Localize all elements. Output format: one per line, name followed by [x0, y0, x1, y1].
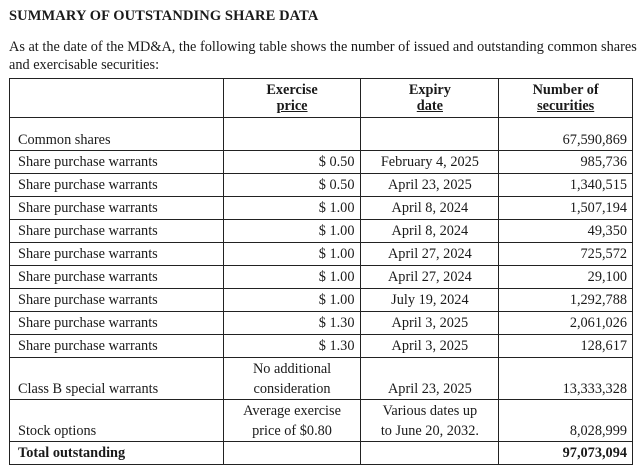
- row-number: 985,736: [499, 151, 633, 174]
- row-price: $ 1.30: [223, 335, 361, 358]
- row-price: [223, 358, 361, 400]
- row-expiry: July 19, 2024: [361, 289, 499, 312]
- row-price: [223, 118, 361, 151]
- header-number-line1: Number of: [532, 82, 599, 98]
- table-row: [10, 197, 633, 220]
- table-row: [10, 151, 633, 174]
- row-expiry-line2: to June 20, 2032.: [380, 423, 479, 439]
- row-expiry-line1: Various dates up: [382, 403, 478, 419]
- row-price: $ 1.00: [223, 243, 361, 266]
- row-expiry: April 23, 2025: [361, 358, 499, 400]
- row-description: Class B special warrants: [10, 358, 224, 400]
- table-row: [10, 174, 633, 197]
- row-price: $ 1.00: [223, 220, 361, 243]
- row-number: 128,617: [499, 335, 633, 358]
- table-header-row: [10, 79, 633, 118]
- header-exercise-line2: price: [276, 98, 308, 114]
- total-expiry-empty: [361, 442, 499, 465]
- row-description: Stock options: [10, 400, 224, 442]
- row-expiry: [361, 400, 499, 442]
- table-row: [10, 118, 633, 151]
- row-description: Share purchase warrants: [10, 197, 224, 220]
- table-row: [10, 335, 633, 358]
- header-exercise-line1: Exercise: [266, 82, 318, 98]
- row-expiry: April 8, 2024: [361, 220, 499, 243]
- header-number-of-securities: [499, 79, 633, 118]
- header-number-line2: securities: [537, 98, 595, 114]
- row-price: $ 1.00: [223, 289, 361, 312]
- row-expiry: April 8, 2024: [361, 197, 499, 220]
- row-number: 29,100: [499, 266, 633, 289]
- table-row: [10, 220, 633, 243]
- row-number: 1,292,788: [499, 289, 633, 312]
- total-number: 97,073,094: [499, 442, 633, 465]
- header-expiry-line2: date: [416, 98, 443, 114]
- row-price-line2: price of $0.80: [252, 423, 332, 439]
- row-price: $ 1.00: [223, 197, 361, 220]
- header-description: [10, 79, 224, 118]
- header-expiry-line1: Expiry: [408, 82, 451, 98]
- row-price: $ 0.50: [223, 174, 361, 197]
- row-number: 67,590,869: [499, 118, 633, 151]
- row-number: 725,572: [499, 243, 633, 266]
- table-row: [10, 312, 633, 335]
- row-description: Share purchase warrants: [10, 243, 224, 266]
- row-number: 8,028,999: [499, 400, 633, 442]
- row-expiry: April 27, 2024: [361, 266, 499, 289]
- table-row: [10, 266, 633, 289]
- row-description: Share purchase warrants: [10, 220, 224, 243]
- total-price-empty: [223, 442, 361, 465]
- table-row: [10, 243, 633, 266]
- row-number: 2,061,026: [499, 312, 633, 335]
- row-price: [223, 400, 361, 442]
- row-expiry: April 3, 2025: [361, 335, 499, 358]
- table-row: [10, 400, 633, 442]
- row-expiry: April 27, 2024: [361, 243, 499, 266]
- row-price-line1: Average exercise: [243, 403, 341, 419]
- total-description: Total outstanding: [10, 442, 224, 465]
- section-heading: SUMMARY OF OUTSTANDING SHARE DATA: [9, 8, 319, 24]
- row-price-line1: No additional: [252, 361, 332, 377]
- total-row: [10, 442, 633, 465]
- header-expiry-date: [361, 79, 499, 118]
- row-number: 1,507,194: [499, 197, 633, 220]
- intro-paragraph: As at the date of the MD&A, the following table shows the number of issued and outstanding common shares and exercisable securities:: [9, 39, 637, 73]
- row-description: Common shares: [10, 118, 224, 151]
- row-description: Share purchase warrants: [10, 289, 224, 312]
- row-price: $ 0.50: [223, 151, 361, 174]
- table-row: [10, 358, 633, 400]
- row-price: $ 1.30: [223, 312, 361, 335]
- row-price: $ 1.00: [223, 266, 361, 289]
- row-expiry: [361, 118, 499, 151]
- row-expiry: April 23, 2025: [361, 174, 499, 197]
- row-description: Share purchase warrants: [10, 174, 224, 197]
- row-number: 49,350: [499, 220, 633, 243]
- row-expiry: April 3, 2025: [361, 312, 499, 335]
- row-number: 13,333,328: [499, 358, 633, 400]
- row-description: Share purchase warrants: [10, 266, 224, 289]
- row-number: 1,340,515: [499, 174, 633, 197]
- row-expiry: February 4, 2025: [361, 151, 499, 174]
- share-data-table: [9, 78, 633, 465]
- row-price-line2: consideration: [253, 381, 331, 397]
- row-description: Share purchase warrants: [10, 335, 224, 358]
- table-row: [10, 289, 633, 312]
- row-description: Share purchase warrants: [10, 151, 224, 174]
- row-description: Share purchase warrants: [10, 312, 224, 335]
- header-exercise-price: [223, 79, 361, 118]
